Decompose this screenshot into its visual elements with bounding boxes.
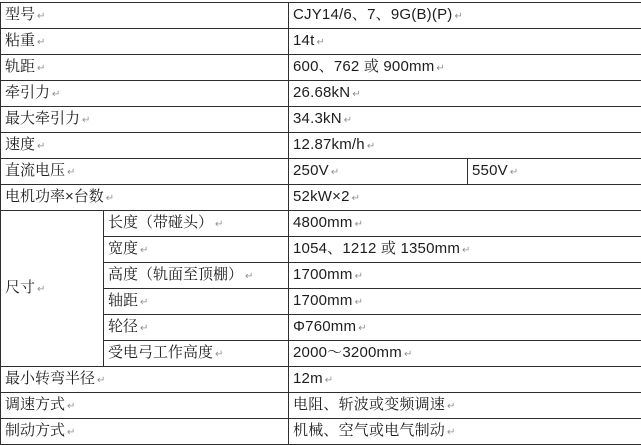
spec-value: 电阻、斩波或变频调速 [293, 396, 446, 414]
spec-value: 250V [293, 162, 329, 180]
paragraph-mark-icon: ↵ [37, 37, 46, 49]
table-row [1, 29, 641, 55]
spec-label: 最大牵引力 [5, 110, 81, 128]
spec-value-cell [289, 419, 641, 445]
table-row [1, 185, 641, 211]
spec-value-cell [289, 393, 641, 419]
paragraph-mark-icon: ↵ [67, 427, 76, 439]
spec-label-cell [1, 185, 289, 211]
spec-sublabel-cell [104, 263, 289, 289]
table-row-dimension [1, 211, 641, 237]
spec-sublabel-cell [104, 289, 289, 315]
spec-label-cell [1, 107, 289, 133]
spec-value: Φ760mm [293, 318, 357, 336]
paragraph-mark-icon: ↵ [354, 297, 363, 309]
spec-label: 型号 [5, 6, 36, 24]
spec-value: 600、762 或 900mm [293, 58, 435, 76]
paragraph-mark-icon: ↵ [37, 11, 46, 23]
table-row [1, 55, 641, 81]
spec-value: 1700mm [293, 266, 353, 284]
spec-value-cell [289, 185, 641, 211]
spec-value: 550V [472, 162, 508, 180]
table-row [1, 81, 641, 107]
paragraph-mark-icon: ↵ [447, 401, 456, 413]
table-row [1, 367, 641, 393]
table-row [1, 3, 641, 29]
spec-label: 电机功率×台数 [5, 188, 104, 206]
spec-value-cell [289, 237, 641, 263]
spec-sublabel-cell [104, 341, 289, 367]
spec-label-cell [1, 367, 289, 393]
spec-value: 26.68kN [293, 84, 351, 102]
spec-sublabel-cell [104, 211, 289, 237]
table-row [1, 393, 641, 419]
spec-value-cell [289, 81, 641, 107]
paragraph-mark-icon: ↵ [447, 427, 456, 439]
spec-sublabel: 轮径 [108, 318, 139, 336]
spec-sublabel-cell [104, 315, 289, 341]
spec-value-cell-voltage-high [468, 159, 641, 185]
paragraph-mark-icon: ↵ [351, 193, 361, 205]
spec-value-cell [289, 211, 641, 237]
spec-label: 调速方式 [5, 396, 66, 414]
spec-label-cell [1, 133, 289, 159]
spec-value: 12m [293, 370, 323, 388]
spec-sublabel: 长度（带碰头） [108, 214, 214, 232]
spec-label: 制动方式 [5, 422, 66, 440]
paragraph-mark-icon: ↵ [343, 115, 353, 127]
paragraph-mark-icon: ↵ [324, 375, 334, 387]
paragraph-mark-icon: ↵ [358, 323, 367, 335]
spec-value: 1054、1212 或 1350mm [293, 240, 461, 258]
paragraph-mark-icon: ↵ [82, 115, 91, 127]
spec-value-cell [289, 263, 641, 289]
paragraph-mark-icon: ↵ [105, 193, 115, 205]
spec-label: 直流电压 [5, 162, 66, 180]
paragraph-mark-icon: ↵ [140, 323, 149, 335]
spec-label-cell [1, 29, 289, 55]
paragraph-mark-icon: ↵ [366, 141, 376, 153]
paragraph-mark-icon: ↵ [352, 89, 361, 101]
table-row-dc-voltage [1, 159, 641, 185]
paragraph-mark-icon: ↵ [215, 349, 224, 361]
spec-value: 34.3kN [293, 110, 342, 128]
spec-label-cell [1, 393, 289, 419]
spec-value-cell-voltage-low [289, 159, 468, 185]
paragraph-mark-icon: ↵ [462, 245, 471, 257]
spec-value-cell [289, 133, 641, 159]
spec-table [0, 2, 641, 445]
spec-value: 2000～3200mm [293, 344, 402, 362]
spec-value-cell [289, 367, 641, 393]
spec-value: CJY14/6、7、9G(B)(P) [293, 6, 453, 24]
paragraph-mark-icon: ↵ [37, 141, 46, 153]
spec-value-cell [289, 29, 641, 55]
spec-value-cell [289, 107, 641, 133]
spec-label: 牵引力 [5, 84, 51, 102]
spec-value: 1700mm [293, 292, 353, 310]
paragraph-mark-icon: ↵ [403, 349, 413, 361]
paragraph-mark-icon: ↵ [215, 219, 224, 231]
spec-value: 4800mm [293, 214, 353, 232]
paragraph-mark-icon: ↵ [67, 167, 76, 179]
paragraph-mark-icon: ↵ [52, 89, 61, 101]
paragraph-mark-icon: ↵ [67, 401, 76, 413]
spec-sublabel-cell [104, 237, 289, 263]
spec-value-cell [289, 3, 641, 29]
dimensions-group-label: 尺寸 [5, 279, 36, 297]
paragraph-mark-icon: ↵ [97, 375, 106, 387]
spec-label: 粘重 [5, 32, 36, 50]
spec-label-cell [1, 81, 289, 107]
spec-value-cell [289, 289, 641, 315]
paragraph-mark-icon: ↵ [436, 63, 445, 75]
spec-sublabel: 受电弓工作高度 [108, 344, 214, 362]
paragraph-mark-icon: ↵ [140, 245, 149, 257]
paragraph-mark-icon: ↵ [37, 63, 46, 75]
table-row [1, 419, 641, 445]
spec-label-cell [1, 419, 289, 445]
table-row [1, 133, 641, 159]
spec-label: 速度 [5, 136, 36, 154]
dimensions-group-cell [1, 211, 104, 367]
spec-value: 12.87km/h [293, 136, 365, 154]
paragraph-mark-icon: ↵ [454, 11, 463, 23]
paragraph-mark-icon: ↵ [354, 219, 363, 231]
spec-label-cell [1, 3, 289, 29]
spec-sublabel: 轴距 [108, 292, 139, 310]
paragraph-mark-icon: ↵ [245, 271, 254, 283]
paragraph-mark-icon: ↵ [330, 167, 340, 179]
spec-value: 52kW×2 [293, 188, 350, 206]
spec-sublabel: 高度（轨面至顶棚） [108, 266, 244, 284]
spec-label-cell [1, 159, 289, 185]
spec-value: 14t [293, 32, 315, 50]
table-row [1, 107, 641, 133]
paragraph-mark-icon: ↵ [37, 284, 46, 296]
paragraph-mark-icon: ↵ [316, 37, 325, 49]
spec-label: 轨距 [5, 58, 36, 76]
paragraph-mark-icon: ↵ [509, 167, 519, 179]
spec-value-cell [289, 315, 641, 341]
spec-label-cell [1, 55, 289, 81]
spec-value: 机械、空气或电气制动 [293, 422, 446, 440]
spec-value-cell [289, 55, 641, 81]
spec-sublabel: 宽度 [108, 240, 139, 258]
spec-value-cell [289, 341, 641, 367]
spec-label: 最小转弯半径 [5, 370, 96, 388]
paragraph-mark-icon: ↵ [354, 271, 363, 283]
paragraph-mark-icon: ↵ [140, 297, 149, 309]
